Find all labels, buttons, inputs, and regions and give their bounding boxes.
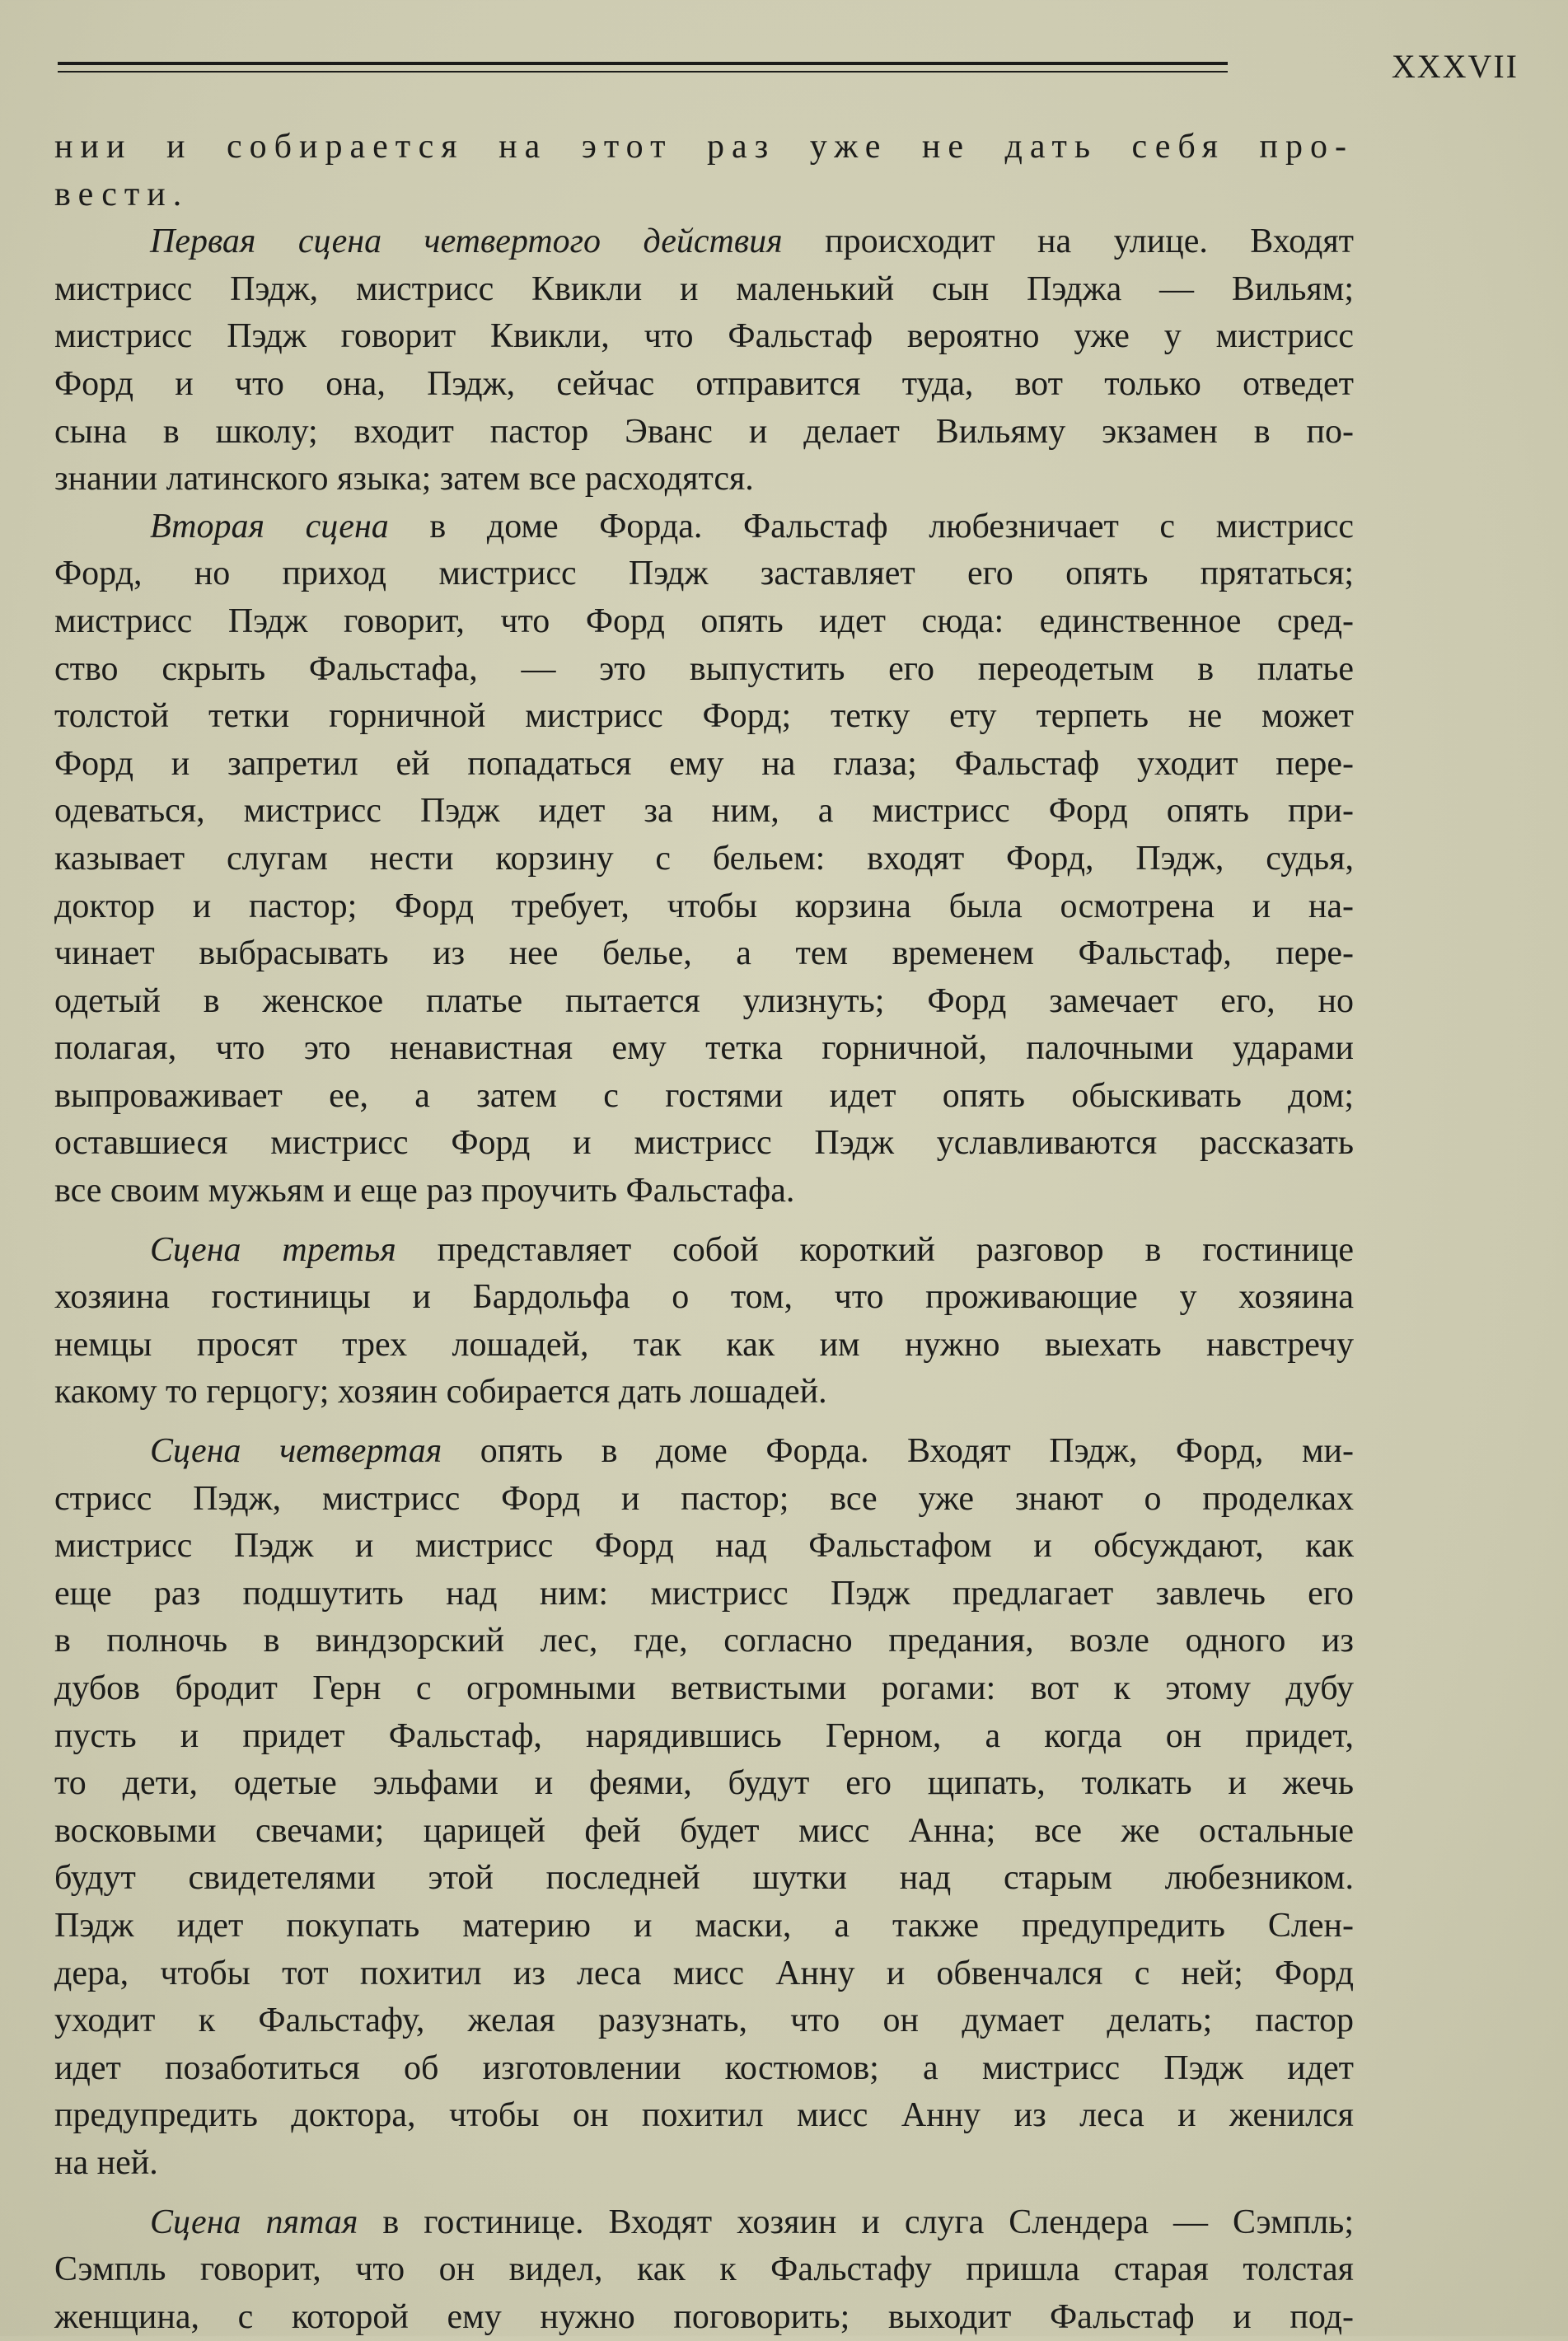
text-line: мистрисс Пэдж говорит Квикли, что Фальстаф вероятно уже у мистрисс [54,317,1354,356]
text-line: одетый в женское платье пытается улизнуть; Форд замечает его, но [54,981,1354,1020]
text-line: мистрисс Пэдж, мистрисс Квикли и маленький сын Пэджа — Вильям; [54,269,1354,308]
paragraph [54,1227,1354,1416]
text-line: дера, чтобы тот похитил из леса мисс Анну и обвенчался с ней; Форд [54,1954,1354,1992]
text-line: Сцена третья представляет собой короткий разговор в гостинице [150,1230,1354,1269]
text-line: все своим мужьям и еще раз проучить Фальстафа. [54,1172,795,1210]
text-line: нии и собирается на этот раз уже не дать себя про- [54,128,1354,166]
scene-heading: Сцена пятая [150,2203,358,2241]
paragraph [54,1428,1354,2188]
header-rule-thin [58,71,1228,73]
paragraph [54,218,1354,503]
scene-heading: Вторая сцена [150,507,389,545]
text-line: хозяина гостиницы и Бардольфа о том, что проживающие у хозяина [54,1278,1354,1317]
text-line: оставшиеся мистрисс Форд и мистрисс Пэдж уславливаются рассказать [54,1124,1354,1163]
page-number: XXXVII [1391,48,1519,85]
text-line: Пэдж идет покупать материю и маски, а также предупредить Слен- [54,1906,1354,1945]
text-line: то дети, одетые эльфами и феями, будут его щипать, толкать и жечь [54,1764,1354,1803]
scene-heading: Первая сцена четвертого действия [150,222,783,261]
text-line: вести. [54,175,190,213]
text-line: какому то герцогу; хозяин собирается дать лошадей. [54,1373,827,1412]
text-line: Форд и запретил ей попадаться ему на глаза; Фальстаф уходит пере- [54,744,1354,783]
text-line: сына в школу; входит пастор Эванс и делает Вильяму экзамен в по- [54,412,1354,451]
text-line: выпроваживает ее, а затем с гостями идет опять обыскивать дом; [54,1076,1354,1115]
text-line: стрисс Пэдж, мистрисс Форд и пастор; все уже знают о проделках [54,1479,1354,1518]
page-header [58,45,1519,87]
text-line: казывает слугам нести корзину с бельем: входят Форд, Пэдж, судья, [54,839,1354,878]
scene-heading: Сцена третья [150,1230,396,1269]
text-line: толстой тетки горничной мистрисс Форд; тетку ету терпеть не может [54,697,1354,736]
text-line: идет позаботиться об изготовлении костюмов; а мистрисс Пэдж идет [54,2048,1354,2087]
text-line: Первая сцена четвертого действия происходит на улице. Входят [150,222,1354,261]
text-line: восковыми свечами; царицей фей будет мисс Анна; все же остальные [54,1811,1354,1850]
text-line: уходит к Фальстафу, желая разузнать, что он думает делать; пастор [54,2002,1354,2040]
text-line: еще раз подшутить над ним: мистрисс Пэдж предлагает завлечь его [54,1574,1354,1613]
text-line: в полночь в виндзорский лес, где, согласно предания, возле одного из [54,1622,1354,1660]
text-line: женщина, с которой ему нужно поговорить; выходит Фальстаф и под- [54,2297,1354,2336]
paragraph [54,503,1354,1215]
text-line: полагая, что это ненавистная ему тетка горничной, палочными ударами [54,1029,1354,1068]
text-line: знании латинского языка; затем все расходятся. [54,460,754,499]
header-rule-thick [58,62,1228,65]
text-line: на ней. [54,2143,158,2182]
text-line: Сэмпль говорит, что он видел, как к Фальстафу пришла старая толстая [54,2250,1354,2289]
paragraph [54,124,1354,218]
text-line: ство скрыть Фальстафа, — это выпустить его переодетым в платье [54,649,1354,688]
text-line: пусть и придет Фальстаф, нарядившись Герном, а когда он придет, [54,1716,1354,1755]
paragraph [54,2199,1354,2341]
text-line: Форд, но приход мистрисс Пэдж заставляет его опять прятаться; [54,555,1354,593]
text-line: мистрисс Пэдж говорит, что Форд опять идет сюда: единственное сред- [54,602,1354,640]
text-line: доктор и пастор; Форд требует, чтобы корзина была осмотрена и на- [54,887,1354,925]
text-line: предупредить доктора, чтобы он похитил мисс Анну из леса и женился [54,2096,1354,2135]
text-line: будут свидетелями этой последней шутки над старым любезником. [54,1859,1354,1898]
text-line: чинает выбрасывать из нее белье, а тем временем Фальстаф, пере- [54,934,1354,973]
scene-heading: Сцена четвертая [150,1432,442,1471]
text-line: одеваться, мистрисс Пэдж идет за ним, а мистрисс Форд опять при- [54,792,1354,831]
text-line: немцы просят трех лошадей, так как им нужно выехать навстречу [54,1325,1354,1364]
text-line: Сцена пятая в гостинице. Входят хозяин и слуга Слендера — Сэмпль; [150,2203,1355,2241]
text-line: мистрисс Пэдж и мистрисс Форд над Фальстафом и обсуждают, как [54,1527,1354,1566]
body-text [54,124,1354,2341]
text-line: дубов бродит Герн с огромными ветвистыми рогами: вот к этому дубу [54,1669,1354,1707]
text-line: Сцена четвертая опять в доме Форда. Входят Пэдж, Форд, ми- [150,1432,1354,1471]
text-line: Форд и что она, Пэдж, сейчас отправится туда, вот только отведет [54,364,1354,403]
text-line: Вторая сцена в доме Форда. Фальстаф любезничает с мистрисс [150,507,1354,545]
